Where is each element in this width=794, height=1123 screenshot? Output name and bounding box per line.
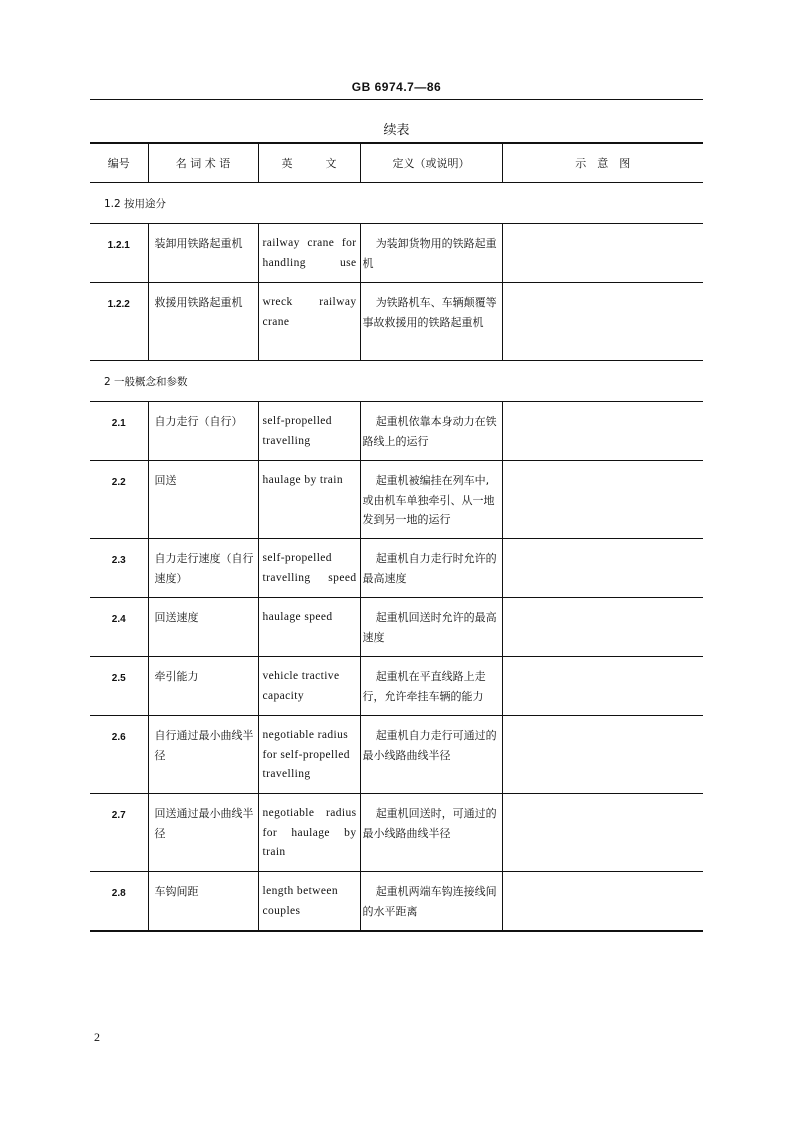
- diagram-cell: [502, 657, 703, 716]
- term-english-text: self-propelled travelling: [262, 415, 332, 447]
- terminology-table: [90, 142, 703, 932]
- section-title: 2 一般概念和参数: [104, 375, 188, 388]
- table-row: [90, 224, 703, 283]
- term-name: 装卸用铁路起重机: [148, 224, 258, 283]
- term-name: 牵引能力: [148, 657, 258, 716]
- column-header: 名 词 术 语: [148, 143, 258, 183]
- term-english-text: railway crane for handling use: [262, 237, 357, 269]
- term-code: 2.4: [111, 614, 126, 625]
- column-header: 定义（或说明）: [360, 143, 502, 183]
- term-name: 回送: [148, 461, 258, 539]
- term-english: haulage speed: [258, 598, 360, 657]
- term-definition: 起重机在平直线路上走行，允许牵挂车辆的能力: [360, 657, 502, 716]
- diagram-cell: [502, 402, 703, 461]
- term-definition: 起重机被编挂在列车中,或由机车单独牵引、从一地发到另一地的运行: [360, 461, 502, 539]
- term-english: vehicle tractive capacity: [258, 657, 360, 716]
- term-definition: 为装卸货物用的铁路起重机: [360, 224, 502, 283]
- term-english: [258, 539, 360, 598]
- page-number: 2: [94, 1030, 100, 1044]
- header-rule: [90, 99, 703, 100]
- term-definition: 起重机自力走行可通过的最小线路曲线半径: [360, 716, 502, 794]
- term-english: negotiable radius for self-propelled travelling: [258, 716, 360, 794]
- term-definition: 起重机依靠本身动力在铁路线上的运行: [360, 402, 502, 461]
- term-code: 2.6: [111, 732, 126, 743]
- table-row: [90, 402, 703, 461]
- table-row: [90, 598, 703, 657]
- term-code: 1.2.2: [107, 299, 130, 310]
- term-definition: 起重机自力走行时允许的最高速度: [360, 539, 502, 598]
- diagram-cell: [502, 461, 703, 539]
- table-row: [90, 794, 703, 872]
- diagram-cell: [502, 539, 703, 598]
- term-name: 自力走行速度（自行速度）: [148, 539, 258, 598]
- term-code: 2.3: [111, 555, 126, 566]
- term-name: 车钩间距: [148, 872, 258, 931]
- term-code: 2.7: [111, 810, 126, 821]
- term-english: haulage by train: [258, 461, 360, 539]
- term-code: 2.2: [111, 477, 126, 488]
- term-code: 2.1: [111, 418, 126, 429]
- term-english-text: self-propelled travelling speed: [262, 552, 357, 584]
- diagram-cell: [502, 598, 703, 657]
- term-code: 2.8: [111, 888, 126, 899]
- term-english: [258, 283, 360, 361]
- term-english: [258, 402, 360, 461]
- diagram-cell: [502, 872, 703, 931]
- table-row: [90, 283, 703, 361]
- term-name: 自行通过最小曲线半径: [148, 716, 258, 794]
- term-definition: 起重机两端车钩连接线间的水平距离: [360, 872, 502, 931]
- term-english: [258, 224, 360, 283]
- term-code: 1.2.1: [107, 240, 130, 251]
- section-row: [90, 361, 703, 402]
- term-name: 救援用铁路起重机: [148, 283, 258, 361]
- term-english: [258, 794, 360, 872]
- column-header: 编号: [90, 143, 148, 183]
- diagram-cell: [502, 716, 703, 794]
- term-code: 2.5: [111, 673, 126, 684]
- column-header: 英 文: [258, 143, 360, 183]
- section-title: 1.2 按用途分: [104, 197, 167, 210]
- table-row: [90, 872, 703, 931]
- diagram-cell: [502, 283, 703, 361]
- term-name: 回送速度: [148, 598, 258, 657]
- table-header-row: [90, 143, 703, 183]
- column-header: 示 意 图: [502, 143, 703, 183]
- term-name: 回送通过最小曲线半径: [148, 794, 258, 872]
- table-row: [90, 461, 703, 539]
- table-row: [90, 716, 703, 794]
- table-row: [90, 657, 703, 716]
- diagram-cell: [502, 794, 703, 872]
- term-definition: 为铁路机车、车辆颠覆等事故救援用的铁路起重机: [360, 283, 502, 361]
- table-caption: 续表: [383, 123, 410, 138]
- term-definition: 起重机回送时允许的最高速度: [360, 598, 502, 657]
- term-english-text: wreck railway crane: [262, 296, 357, 328]
- table-row: [90, 539, 703, 598]
- section-row: [90, 183, 703, 224]
- document-header: GB 6974.7—86: [351, 80, 442, 94]
- term-definition: 起重机回送时，可通过的最小线路曲线半径: [360, 794, 502, 872]
- term-english-text: negotiable radius for haulage by train: [262, 807, 357, 858]
- term-english: length between couples: [258, 872, 360, 931]
- diagram-cell: [502, 224, 703, 283]
- term-name: 自力走行（自行）: [148, 402, 258, 461]
